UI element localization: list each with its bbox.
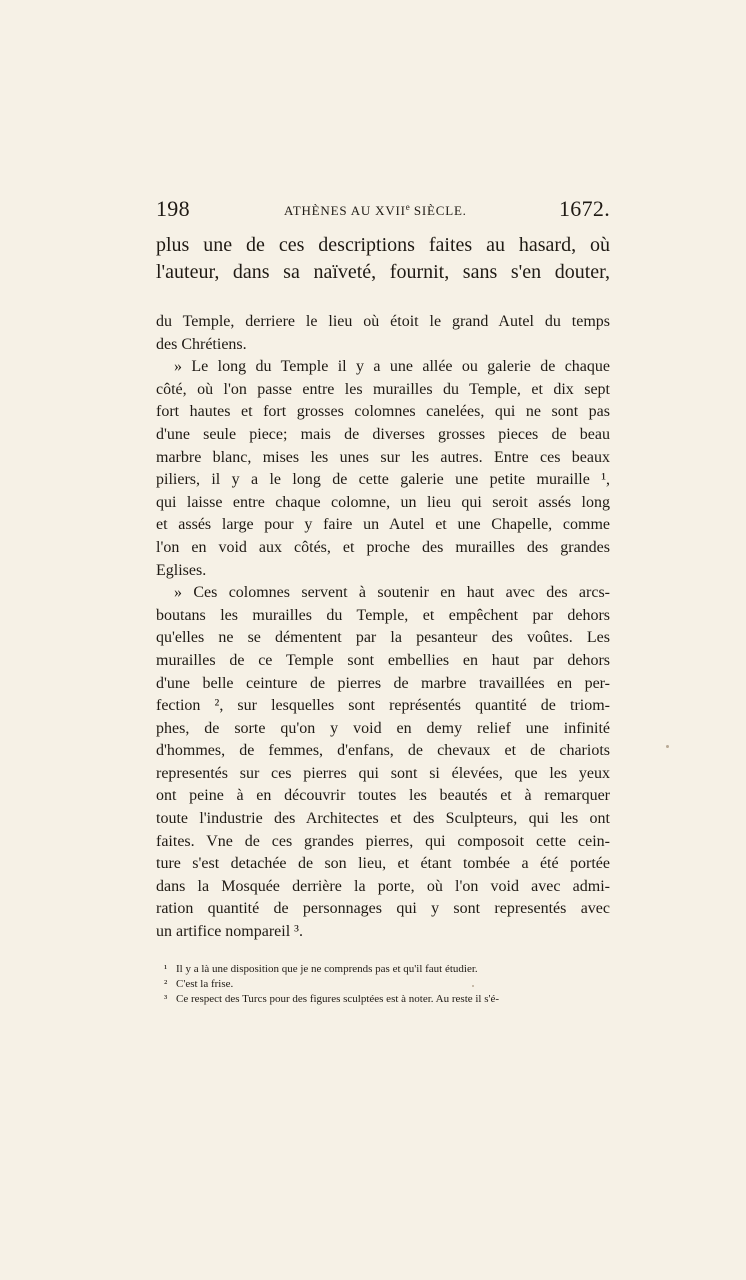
paper-speck — [472, 985, 474, 987]
text-line: des Chrétiens. — [156, 335, 247, 353]
text-line: dans la Mosquée derrière la porte, où l'on void avec admi- — [156, 877, 610, 895]
text-line: fort hautes et fort grosses colomnes canelées, qui ne sont pas — [156, 403, 610, 421]
footnote-text: Il y a là une disposition que je ne comprends pas et qu'il faut étudier. — [176, 963, 478, 975]
text-line: d'hommes, de femmes, d'enfans, de chevaux et de chariots — [156, 742, 610, 760]
text-line: toute l'industrie des Architectes et des Sculpteurs, qui les ont — [156, 810, 610, 828]
footnote-text: Ce respect des Turcs pour des figures sculptées est à noter. Au reste il s'é- — [176, 993, 500, 1005]
text-line: » Le long du Temple il y a une allée ou galerie de chaque — [174, 358, 610, 376]
text-line: côté, où l'on passe entre les murailles du Temple, et dix sept — [156, 380, 610, 398]
footnote — [164, 962, 610, 977]
text-line: qu'elles ne se démentent par la pesanteur des voûtes. Les — [156, 629, 610, 647]
text-line: ture s'est detachée de son lieu, et étant tombée a été portée — [156, 855, 610, 873]
footnote-marker: ² — [164, 978, 168, 990]
text-line: piliers, il y a le long de cette galerie une petite muraille ¹, — [156, 471, 610, 489]
running-title — [284, 202, 467, 219]
text-line: » Ces colomnes servent à soutenir en haut avec des arcs- — [174, 584, 610, 602]
text-line: faites. Vne de ces grandes pierres, qui composoit cette cein- — [156, 832, 610, 850]
footnote-text: C'est la frise. — [176, 978, 234, 990]
text-line: boutans les murailles du Temple, et empêchent par dehors — [156, 606, 610, 624]
footnotes — [164, 962, 610, 1007]
quoted-passage — [156, 311, 610, 944]
text-line: representés sur ces pierres qui sont si élevées, que les yeux — [156, 764, 610, 782]
text-line: et assés large pour y faire un Autel et une Chapelle, comme — [156, 516, 610, 534]
running-title-end: SIÈCLE. — [409, 203, 467, 218]
text-line: un artifice nompareil ³. — [156, 923, 303, 941]
text-line: murailles de ce Temple sont embellies en haut par dehors — [156, 651, 610, 669]
text-line: l'on en void aux côtés, et proche des murailles des grandes — [156, 538, 610, 556]
text-line: marbre blanc, mises les unes sur les autres. Entre ces beaux — [156, 448, 610, 466]
text-line: qui laisse entre chaque colomne, un lieu qui seroit assés long — [156, 493, 610, 511]
text-line: ration quantité de personnages qui y sont representés avec — [156, 900, 610, 918]
footnote — [164, 992, 610, 1007]
footnote — [164, 977, 610, 992]
footnote-marker: ¹ — [164, 963, 168, 975]
text-line: du Temple, derriere le lieu où étoit le grand Autel du temps — [156, 313, 610, 330]
intro-text — [156, 232, 610, 286]
text-line: Eglises. — [156, 561, 207, 579]
intro-line: l'auteur, dans sa naïveté, fournit, sans s'en douter, — [156, 261, 610, 283]
text-line: fection ², sur lesquelles sont représentés quantité de triom- — [156, 697, 610, 715]
paper-speck — [666, 745, 669, 748]
running-title-main: ATHÈNES AU XVII — [284, 203, 406, 218]
intro-line: plus une de ces descriptions faites au hasard, où — [156, 234, 610, 256]
text-line: phes, de sorte qu'on y void en demy relief une infinité — [156, 719, 610, 737]
header-year: 1672. — [559, 196, 610, 221]
text-line: d'une seule piece; mais de diverses grosses pieces de beau — [156, 425, 610, 443]
text-line: d'une belle ceinture de pierres de marbre travaillées en per- — [156, 674, 610, 692]
century-superscript: e — [405, 202, 410, 212]
text-line: ont peine à en découvrir toutes les beautés et à remarquer — [156, 787, 610, 805]
running-header — [156, 196, 610, 226]
footnote-marker: ³ — [164, 993, 168, 1005]
page-number: 198 — [156, 196, 190, 221]
